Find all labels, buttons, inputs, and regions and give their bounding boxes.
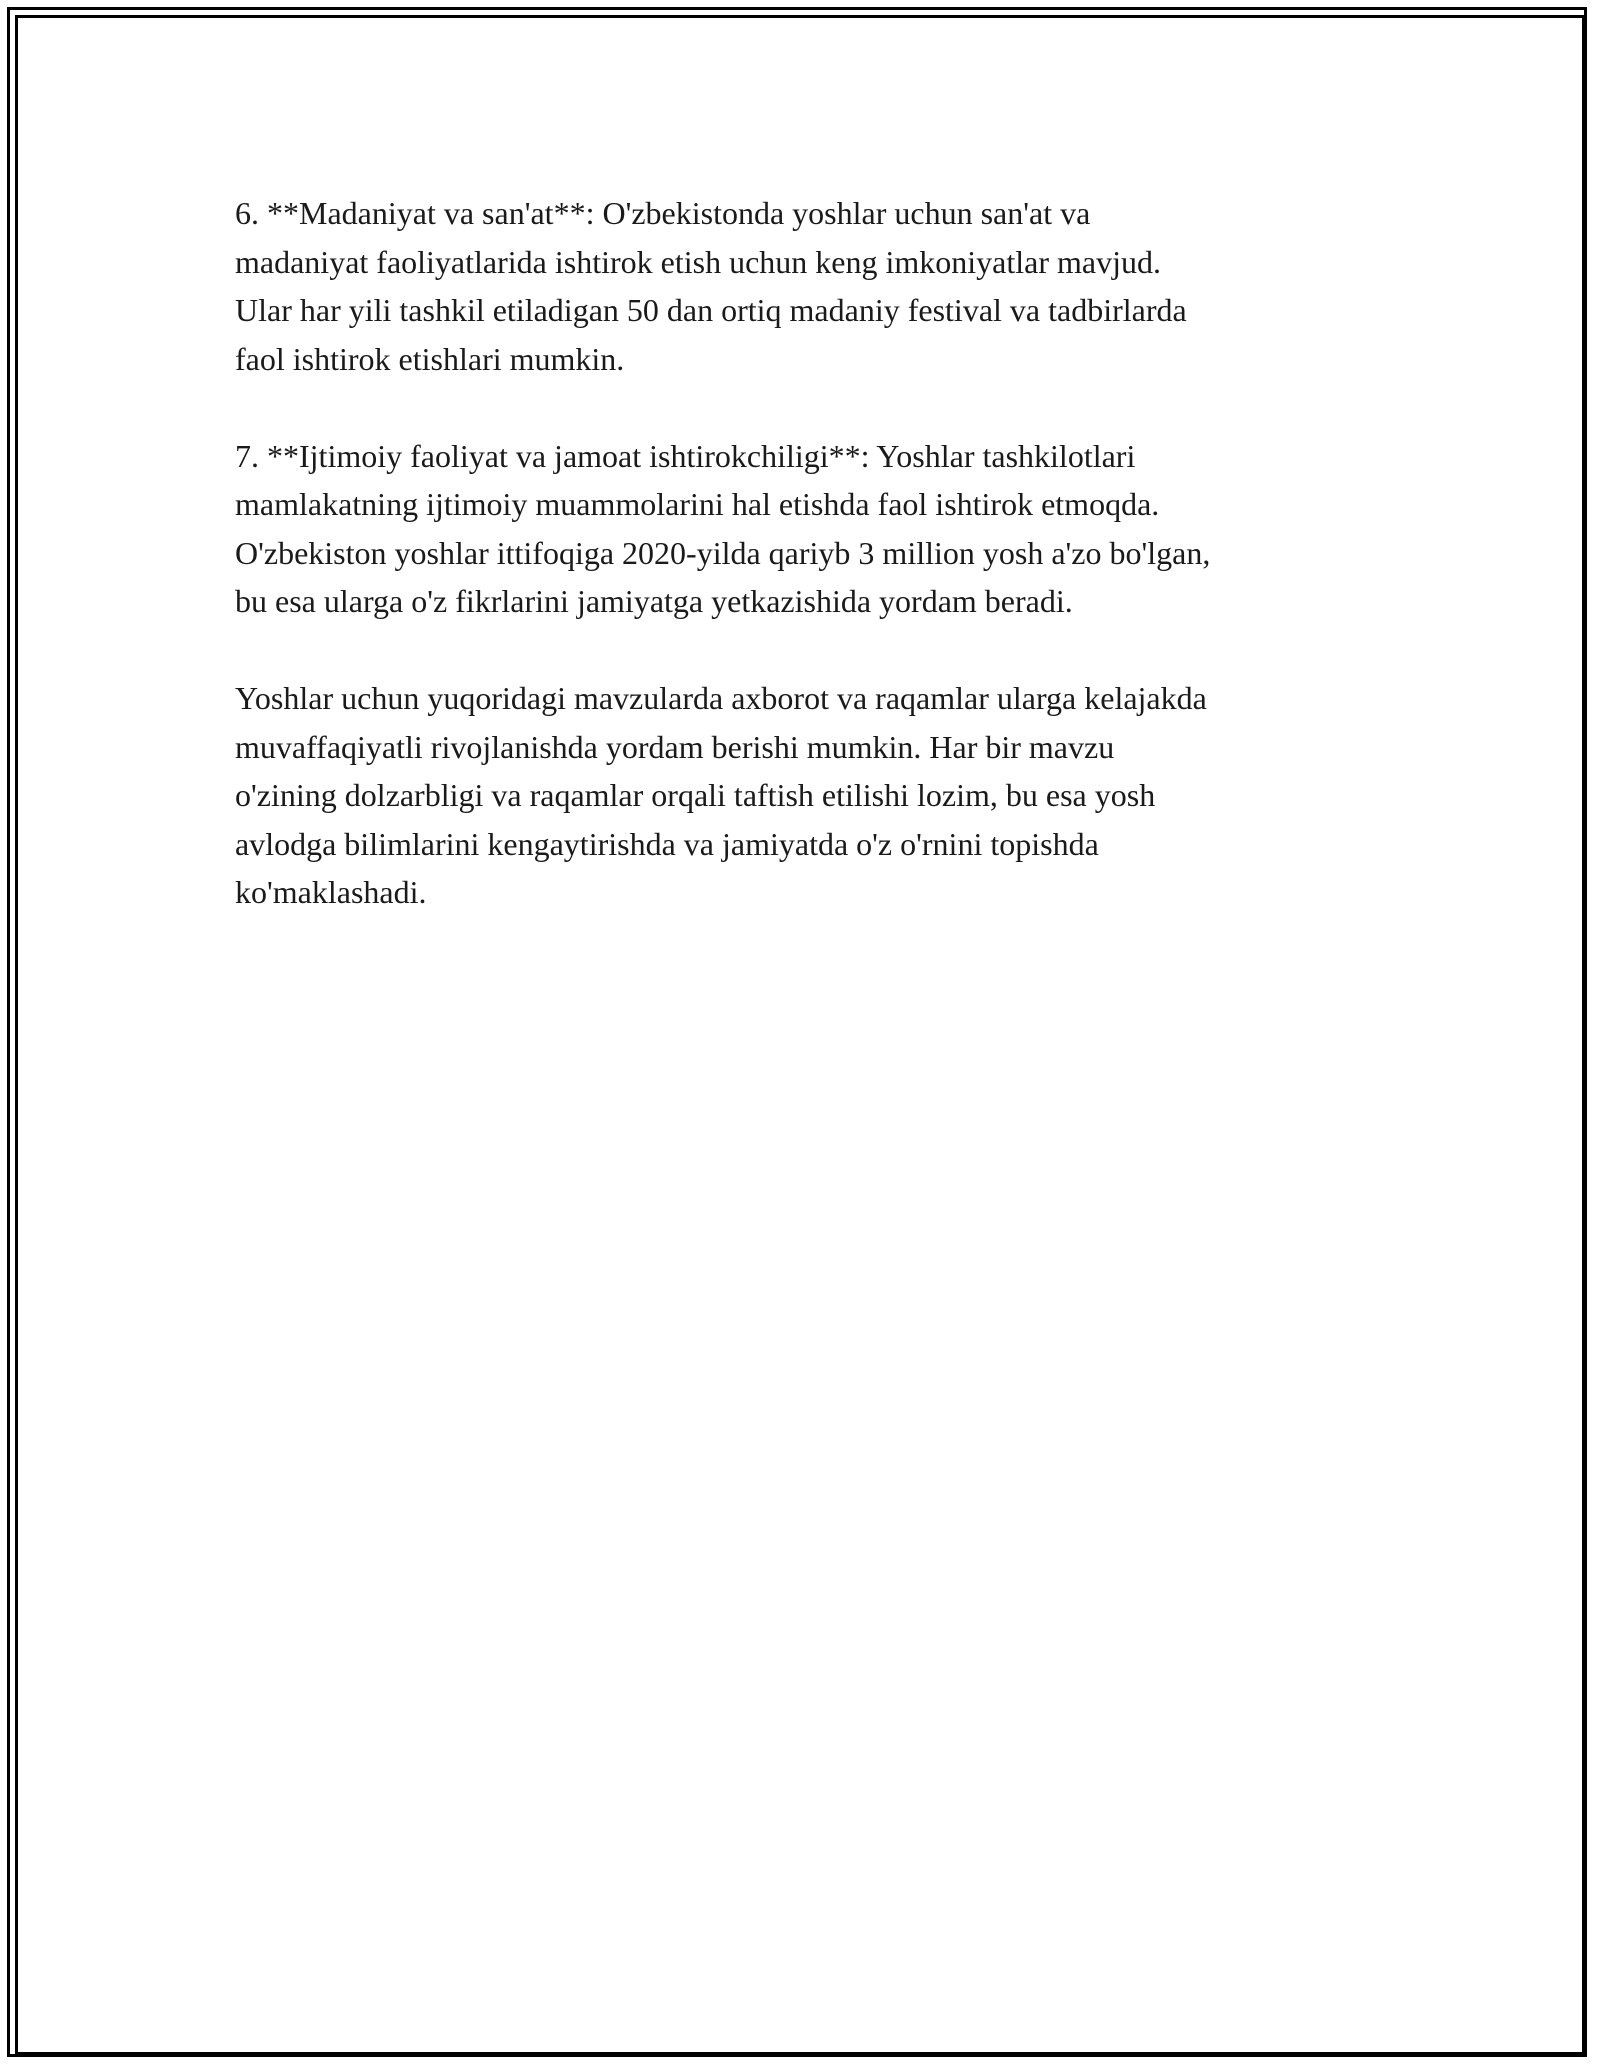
paragraph-line: Yoshlar uchun yuqoridagi mavzularda axborot va raqamlar ularga kelajakda <box>235 680 1207 716</box>
paragraph-line: O'zbekiston yoshlar ittifoqiga 2020-yilda qariyb 3 million yosh a'zo bo'lgan, <box>235 534 1211 571</box>
paragraph-line: mamlakatning ijtimoiy muammolarini hal etishda faol ishtirok etmoqda. <box>235 486 1160 522</box>
paragraph-line: ko'maklashadi. <box>235 874 427 910</box>
paragraph-line: o'zining dolzarbligi va raqamlar orqali taftish etilishi lozim, bu esa yosh <box>235 777 1156 813</box>
paragraph-line: bu esa ularga o'z fikrlarini jamiyatga yetkazishida yordam beradi. <box>235 583 1073 619</box>
paragraph-line: 7. **Ijtimoiy faoliyat va jamoat ishtirokchiligi**: Yoshlar tashkilotlari <box>235 437 1136 474</box>
paragraph-conclusion <box>235 674 1375 917</box>
paragraph-social-activity <box>235 432 1375 626</box>
paragraph-line: faol ishtirok etishlari mumkin. <box>235 340 625 377</box>
paragraph-line: muvaffaqiyatli rivojlanishda yordam berishi mumkin. Har bir mavzu <box>235 728 1115 765</box>
paragraph-line: 6. **Madaniyat va san'at**: O'zbekistonda yoshlar uchun san'at va <box>235 195 1091 231</box>
paragraph-culture-and-art <box>235 189 1375 383</box>
paragraph-line: madaniyat faoliyatlarida ishtirok etish uchun keng imkoniyatlar mavjud. <box>235 243 1161 280</box>
paragraph-line: Ular har yili tashkil etiladigan 50 dan ortiq madaniy festival va tadbirlarda <box>235 292 1187 328</box>
document-body <box>235 189 1375 965</box>
paragraph-line: avlodga bilimlarini kengaytirishda va jamiyatda o'z o'rnini topishda <box>235 825 1099 862</box>
